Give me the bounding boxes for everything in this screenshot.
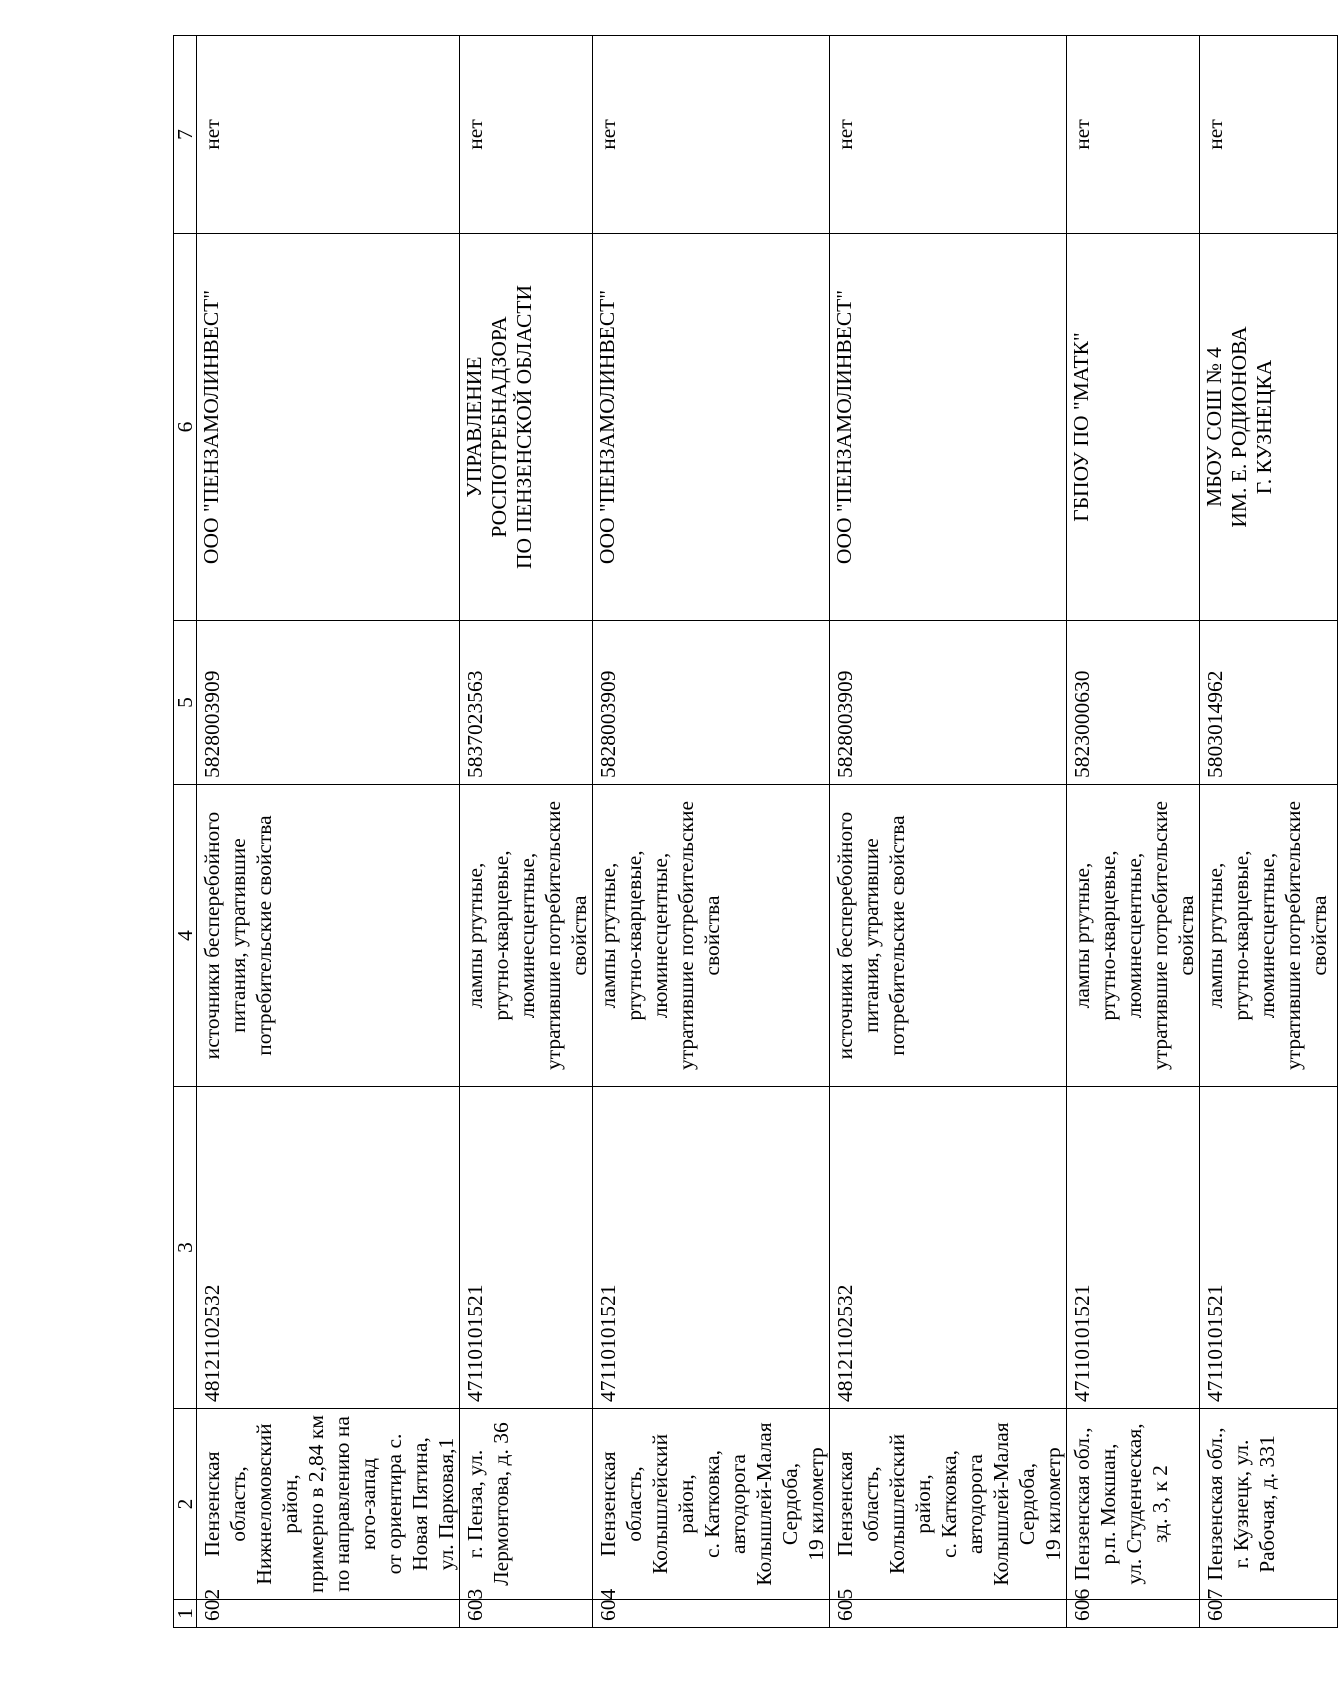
address-cell: [460, 1409, 593, 1600]
row-number-cell: 603: [460, 1600, 593, 1628]
row-number-cell: 605: [830, 1600, 1067, 1628]
table-row: [1067, 36, 1200, 1628]
waste-name-line: питания, утратившие: [859, 838, 883, 1033]
organization-line: РОСПОТРЕБНАДЗОРА: [487, 316, 511, 538]
waste-name-cell: [197, 785, 460, 1087]
organization-line: УПРАВЛЕНИЕ: [462, 356, 486, 498]
organization-cell: [460, 234, 593, 621]
waste-name-line: лампы ртутные,: [463, 862, 487, 1009]
organization-line: ПО ПЕНЗЕНСКОЙ ОБЛАСТИ: [512, 285, 536, 569]
waste-name-cell: [1200, 785, 1338, 1087]
waste-code-cell: 48121102532: [830, 1087, 1067, 1409]
column-number-3: 3: [174, 1087, 197, 1409]
organization-cell: [593, 234, 830, 621]
address-line: с. Катковка, автодорога: [700, 1449, 750, 1559]
column-number-5: 5: [174, 621, 197, 785]
address-line: Пензенская область,: [200, 1451, 250, 1557]
waste-name-line: ртутно-кварцевые,: [1096, 850, 1120, 1021]
waste-name-line: свойства: [1307, 895, 1331, 976]
table-row: [593, 36, 830, 1628]
organization-cell: [197, 234, 460, 621]
address-cell: [830, 1409, 1067, 1600]
address-line: примерно в 2,84 км: [304, 1415, 328, 1593]
column-number-6: 6: [174, 234, 197, 621]
address-line: с. Катковка, автодорога: [937, 1449, 987, 1559]
waste-name-line: люминесцентные,: [648, 852, 672, 1019]
inn-cell: 5837023563: [460, 621, 593, 785]
address-cell: [1200, 1409, 1338, 1600]
address-line: по направлению на юго-запад: [330, 1416, 380, 1592]
waste-name-line: люминесцентные,: [1122, 852, 1146, 1019]
column-number-4: 4: [174, 785, 197, 1087]
waste-code-cell: 47110101521: [593, 1087, 830, 1409]
address-line: от ориентира с. Новая Пятина,: [382, 1433, 432, 1575]
waste-registry-table: [173, 35, 1338, 1628]
table-row: [830, 36, 1067, 1628]
waste-name-line: ртутно-кварцевые,: [1229, 850, 1253, 1021]
waste-name-line: люминесцентные,: [515, 852, 539, 1019]
waste-name-line: свойства: [700, 895, 724, 976]
waste-code-cell: 47110101521: [1200, 1087, 1338, 1409]
waste-name-cell: [1067, 785, 1200, 1087]
address-line: р.п. Мокшан,: [1096, 1443, 1120, 1565]
waste-name-line: лампы ртутные,: [596, 862, 620, 1009]
address-line: Пензенская обл.,: [1203, 1427, 1227, 1581]
flag-cell: нет: [197, 36, 460, 234]
flag-cell: нет: [460, 36, 593, 234]
waste-name-line: свойства: [567, 895, 591, 976]
rotated-table-wrapper: [173, 36, 1331, 1628]
row-number-cell: 602: [197, 1600, 460, 1628]
flag-cell: нет: [593, 36, 830, 234]
organization-cell: [1200, 234, 1338, 621]
waste-code-cell: 47110101521: [1067, 1087, 1200, 1409]
column-number-2: 2: [174, 1409, 197, 1600]
waste-name-line: потребительские свойства: [252, 815, 276, 1056]
waste-name-line: питания, утратившие: [226, 838, 250, 1033]
address-line: Нижнеломовский район,: [252, 1423, 302, 1585]
waste-name-line: свойства: [1174, 895, 1198, 976]
inn-cell: 5803014962: [1200, 621, 1338, 785]
row-number-cell: 604: [593, 1600, 830, 1628]
waste-code-cell: 47110101521: [460, 1087, 593, 1409]
waste-name-cell: [593, 785, 830, 1087]
organization-line: ГБПОУ ПО "МАТК": [1069, 332, 1093, 522]
organization-cell: [1067, 234, 1200, 621]
waste-name-line: ртутно-кварцевые,: [622, 850, 646, 1021]
inn-cell: 5828003909: [197, 621, 460, 785]
inn-cell: 5828003909: [593, 621, 830, 785]
address-line: Колышлейский район,: [648, 1433, 698, 1575]
waste-name-line: ртутно-кварцевые,: [489, 850, 513, 1021]
column-number-7: 7: [174, 36, 197, 234]
waste-name-line: утратившие потребительские: [1281, 800, 1305, 1071]
inn-cell: 5828003909: [830, 621, 1067, 785]
address-line: Пензенская обл.,: [1070, 1427, 1094, 1581]
table-row: [460, 36, 593, 1628]
address-line: ул. Студенческая, зд. 3, к 2: [1122, 1423, 1172, 1585]
address-line: Пензенская область,: [596, 1451, 646, 1557]
waste-name-line: источники бесперебойного: [833, 811, 857, 1060]
address-cell: [197, 1409, 460, 1600]
address-line: Колышлейский район,: [885, 1433, 935, 1575]
address-cell: [1067, 1409, 1200, 1600]
organization-line: Г. КУЗНЕЦКА: [1252, 359, 1276, 495]
address-line: Колышлей-Малая Сердоба,: [989, 1422, 1039, 1586]
address-line: г. Пенза, ул. Лермонтова, д. 36: [463, 1422, 513, 1586]
row-number-cell: 606: [1067, 1600, 1200, 1628]
row-number-cell: 607: [1200, 1600, 1338, 1628]
waste-name-cell: [830, 785, 1067, 1087]
organization-line: МБОУ СОШ № 4: [1202, 347, 1226, 507]
waste-name-line: лампы ртутные,: [1070, 862, 1094, 1009]
table-row: [197, 36, 460, 1628]
flag-cell: нет: [830, 36, 1067, 234]
waste-name-line: утратившие потребительские: [1148, 800, 1172, 1071]
address-line: 19 километр: [804, 1447, 828, 1561]
address-line: Колышлей-Малая Сердоба,: [752, 1422, 802, 1586]
address-line: 19 километр: [1041, 1447, 1065, 1561]
column-number-1: 1: [174, 1600, 197, 1628]
waste-name-line: утратившие потребительские: [541, 800, 565, 1071]
address-line: г. Кузнецк, ул. Рабочая, д. 331: [1229, 1435, 1279, 1573]
organization-line: ООО "ПЕНЗАМОЛИНВЕСТ": [595, 289, 619, 565]
waste-name-cell: [460, 785, 593, 1087]
flag-cell: нет: [1200, 36, 1338, 234]
organization-cell: [830, 234, 1067, 621]
organization-line: ООО "ПЕНЗАМОЛИНВЕСТ": [832, 289, 856, 565]
header-row: [174, 36, 197, 1628]
table-row: [1200, 36, 1338, 1628]
address-line: ул. Парковая,1: [434, 1437, 458, 1571]
waste-code-cell: 48121102532: [197, 1087, 460, 1409]
organization-line: ООО "ПЕНЗАМОЛИНВЕСТ": [199, 289, 223, 565]
waste-name-line: потребительские свойства: [885, 815, 909, 1056]
flag-cell: нет: [1067, 36, 1200, 234]
waste-name-line: источники бесперебойного: [200, 811, 224, 1060]
waste-name-line: люминесцентные,: [1255, 852, 1279, 1019]
waste-name-line: лампы ртутные,: [1203, 862, 1227, 1009]
address-line: Пензенская область,: [833, 1451, 883, 1557]
address-cell: [593, 1409, 830, 1600]
inn-cell: 5823000630: [1067, 621, 1200, 785]
organization-line: ИМ. Е. РОДИОНОВА: [1227, 326, 1251, 528]
waste-name-line: утратившие потребительские: [674, 800, 698, 1071]
